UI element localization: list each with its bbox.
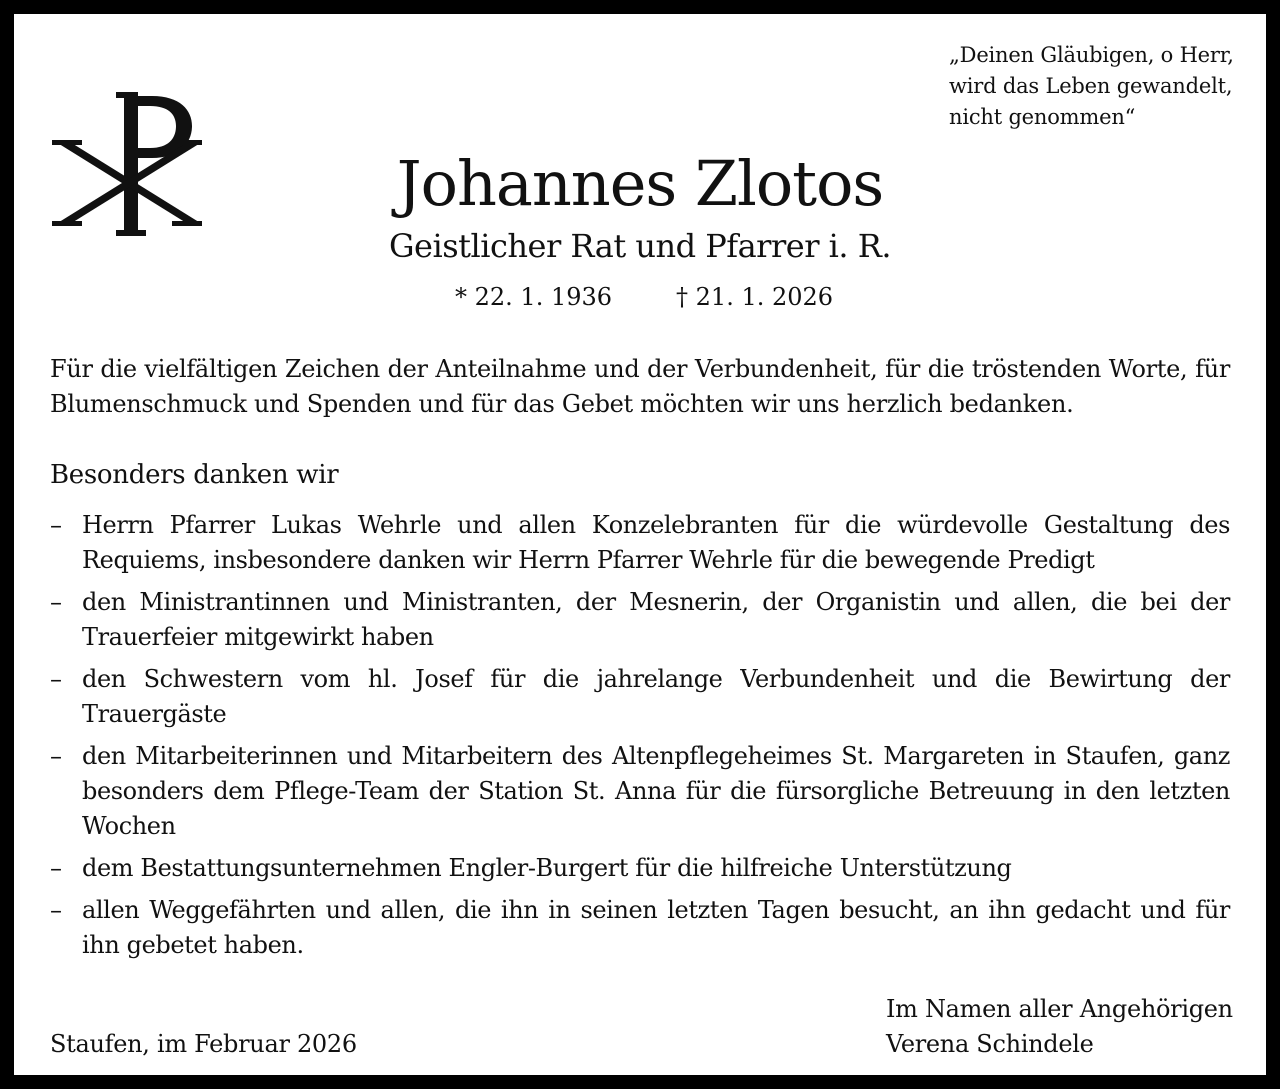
life-dates xyxy=(455,280,833,314)
birth-date: * 22. 1. 1936 xyxy=(455,283,613,311)
dash-bullet: – xyxy=(50,742,62,770)
deceased-name: Johannes Zlotos xyxy=(396,147,884,220)
dash-bullet: – xyxy=(50,896,62,924)
deceased-title: Geistlicher Rat und Pfarrer i. R. xyxy=(388,227,892,265)
signoff-line: Im Namen aller Angehörigen xyxy=(886,995,1233,1023)
list-item-text: Herrn Pfarrer Lukas Wehrle und allen Konzelebranten für die würdevolle Gestaltung des Requiems, insbesondere danken wir Herrn Pfarrer Wehrle für die bewegende Predigt xyxy=(82,511,1230,574)
place-and-date: Staufen, im Februar 2026 xyxy=(50,1030,357,1058)
dash-bullet: – xyxy=(50,854,62,882)
list-item-text: den Schwestern vom hl. Josef für die jahrelange Verbundenheit und die Bewirtung der Trauergäste xyxy=(82,665,1230,728)
list-item xyxy=(50,585,1230,655)
dash-bullet: – xyxy=(50,511,62,539)
thanks-list xyxy=(50,508,1230,970)
intro-paragraph: Für die vielfältigen Zeichen der Anteilnahme und der Verbundenheit, für die tröstenden Worte, für Blumenschmuck und Spenden und für das Gebet möchten wir uns herzlich bedanken. xyxy=(50,355,1230,418)
dash-bullet: – xyxy=(50,588,62,616)
quote-line: „Deinen Gläubigen, o Herr, xyxy=(949,43,1234,67)
list-item xyxy=(50,508,1230,578)
list-item-text: den Ministrantinnen und Ministranten, der Mesnerin, der Organistin und allen, die bei der Trauerfeier mitgewirkt haben xyxy=(82,588,1230,651)
quote-line: wird das Leben gewandelt, xyxy=(949,74,1233,98)
list-item-text: allen Weggefährten und allen, die ihn in seinen letzten Tagen besucht, an ihn gedacht und für ihn gebetet haben. xyxy=(82,896,1230,959)
signoff xyxy=(886,992,1233,1062)
bible-quote xyxy=(949,40,1234,133)
signoff-signer: Verena Schindele xyxy=(886,1030,1094,1058)
list-item xyxy=(50,739,1230,844)
list-item xyxy=(50,851,1230,886)
dash-bullet: – xyxy=(50,665,62,693)
quote-line: nicht genommen“ xyxy=(949,105,1136,129)
death-date: † 21. 1. 2026 xyxy=(676,283,834,311)
list-item-text: den Mitarbeiterinnen und Mitarbeitern des Altenpflegeheimes St. Margareten in Staufen, ganz besonders dem Pflege-Team der Station St. Anna für die fürsorgliche Betreuung in den letzten Wochen xyxy=(82,742,1230,840)
list-item xyxy=(50,893,1230,963)
list-item-text: dem Bestattungsunternehmen Engler-Burgert für die hilfreiche Unterstützung xyxy=(82,854,1012,882)
thanks-heading: Besonders danken wir xyxy=(50,460,339,490)
list-item xyxy=(50,662,1230,732)
